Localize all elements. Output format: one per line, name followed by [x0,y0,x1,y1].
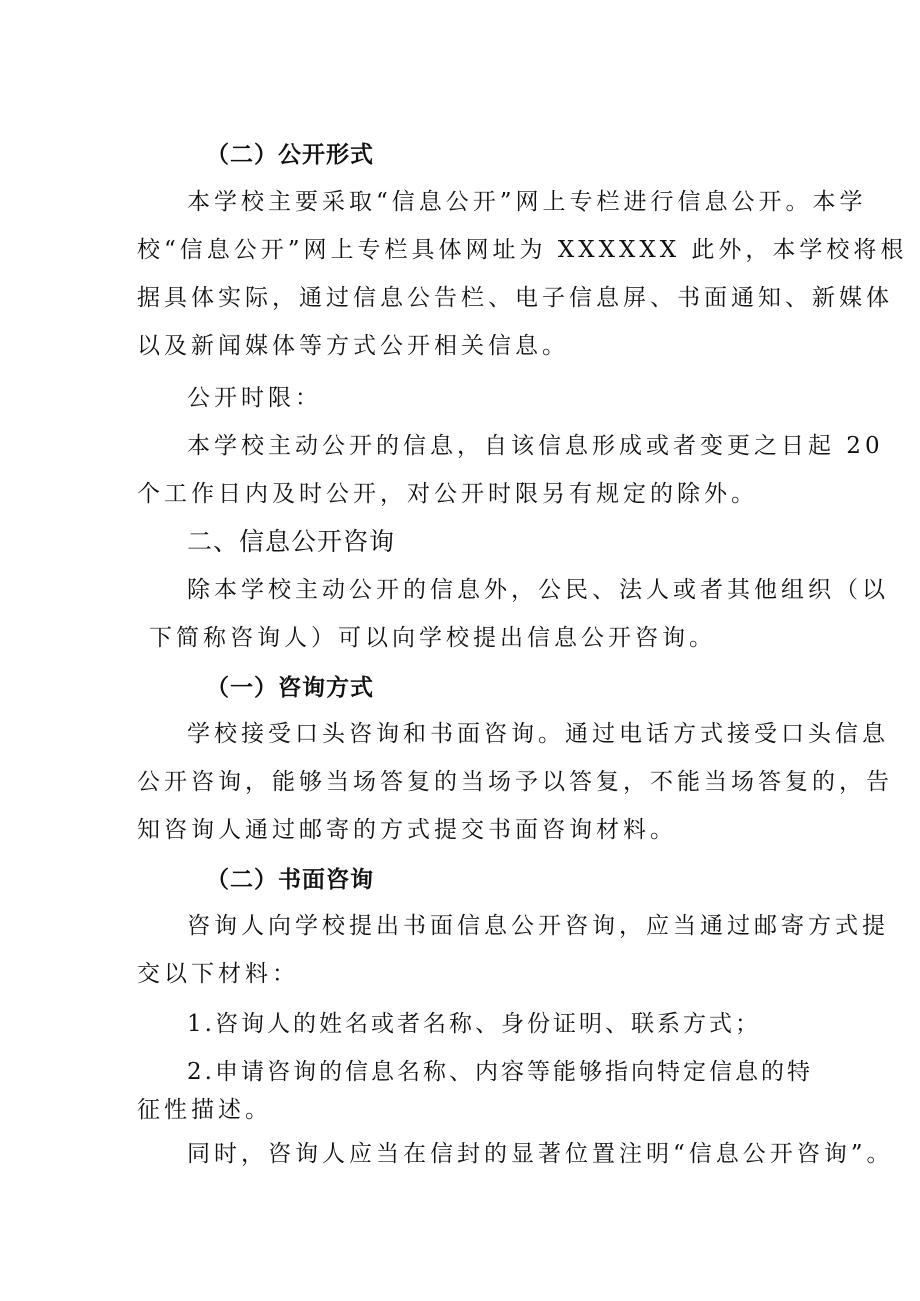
paragraph-line: 公开咨询，能够当场答复的当场予以答复，不能当场答复的，告 [137,769,893,795]
paragraph-line: 学校接受口头咨询和书面咨询。通过电话方式接受口头信息 [187,721,889,747]
section-heading-written-consult: （二）书面咨询 [206,867,374,893]
paragraph-line: 下简称咨询人）可以向学校提出信息公开咨询。 [149,625,716,651]
paragraph-line: 本学校主动公开的信息，自该信息形成或者变更之日起 20 [187,433,884,459]
paragraph-line: 除本学校主动公开的信息外，公民、法人或者其他组织（以 [187,577,889,603]
paragraph-line: 交以下材料： [137,961,299,987]
paragraph-line: 征性描述。 [137,1097,272,1123]
paragraph-line: 知咨询人通过邮寄的方式提交书面咨询材料。 [137,817,677,843]
paragraph-line: 据具体实际，通过信息公告栏、电子信息屏、书面通知、新媒体 [137,285,893,311]
section-heading-consult-method: （一）咨询方式 [206,675,374,701]
paragraph-line: 咨询人向学校提出书面信息公开咨询，应当通过邮寄方式提 [187,913,889,939]
section-heading-consultation: 二、信息公开咨询 [187,527,396,556]
list-item: 2.申请咨询的信息名称、内容等能够指向特定信息的特 [187,1059,813,1085]
paragraph-line: 公开时限： [187,385,322,411]
list-item: 1.咨询人的姓名或者名称、身份证明、联系方式； [187,1011,761,1037]
paragraph-line: 个工作日内及时公开，对公开时限另有规定的除外。 [137,481,758,507]
paragraph-line: 以及新闻媒体等方式公开相关信息。 [137,333,569,359]
paragraph-line: 本学校主要采取“信息公开”网上专栏进行信息公开。本学 [187,189,867,215]
paragraph-line: 校“信息公开”网上专栏具体网址为 XXXXXX 此外，本学校将根 [137,237,908,263]
section-heading-public-form: （二）公开形式 [206,142,374,168]
paragraph-line: 同时，咨询人应当在信封的显著位置注明“信息公开咨询”。 [187,1141,894,1167]
